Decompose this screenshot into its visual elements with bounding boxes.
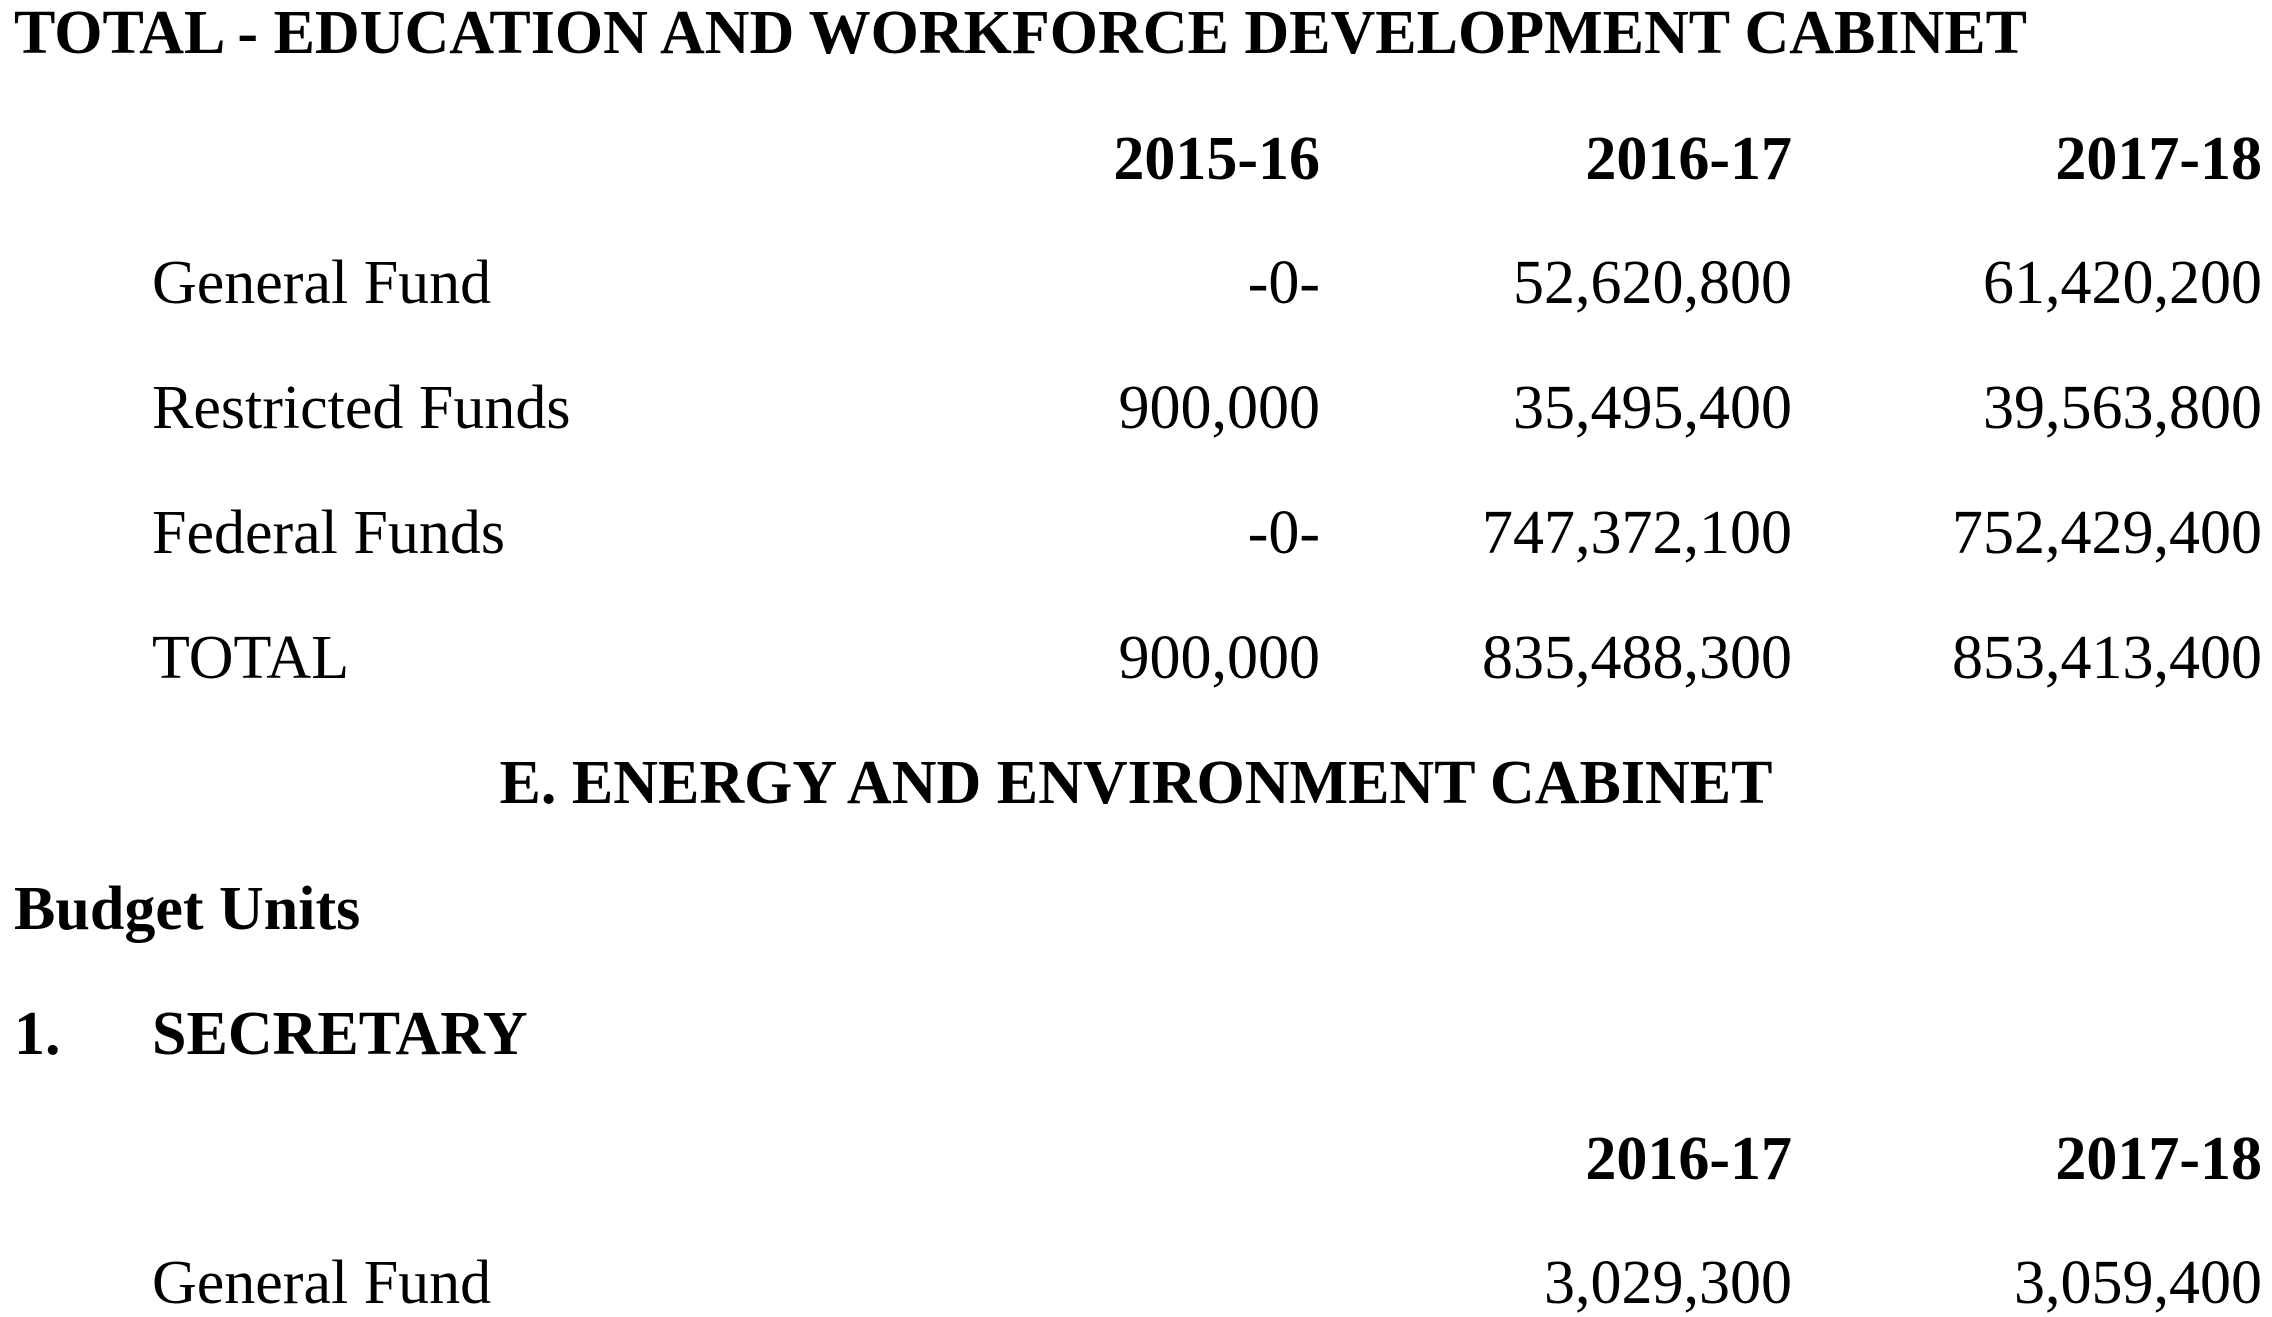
year-header: 2017-18	[2055, 125, 2262, 193]
year-header: 2016-17	[1585, 125, 1792, 193]
row-value: 752,429,400	[1952, 499, 2262, 567]
row-value: 747,372,100	[1482, 499, 1792, 567]
row-label: General Fund	[152, 249, 492, 317]
row-value: -0-	[1247, 499, 1320, 567]
cabinet-heading: E. ENERGY AND ENVIRONMENT CABINET	[499, 749, 1773, 817]
row-value: 835,488,300	[1482, 624, 1792, 692]
row-value: 900,000	[1118, 374, 1320, 442]
row-value: 3,029,300	[1544, 1249, 1792, 1317]
row-value: -0-	[1247, 249, 1320, 317]
budget-units-heading: Budget Units	[14, 875, 361, 943]
row-value: 39,563,800	[1983, 374, 2262, 442]
section-title: TOTAL - EDUCATION AND WORKFORCE DEVELOPMENT CABINET	[14, 0, 2028, 67]
year-header: 2015-16	[1113, 125, 1320, 193]
year-header: 2017-18	[2055, 1125, 2262, 1193]
row-label: Federal Funds	[152, 499, 506, 567]
unit-number: 1.	[14, 1000, 61, 1068]
unit-name: SECRETARY	[152, 1000, 528, 1068]
row-value: 853,413,400	[1952, 624, 2262, 692]
row-value: 900,000	[1118, 624, 1320, 692]
row-label: General Fund	[152, 1249, 492, 1317]
row-value: 3,059,400	[2014, 1249, 2262, 1317]
row-label: TOTAL	[152, 624, 350, 692]
row-value: 61,420,200	[1983, 249, 2262, 317]
row-label: Restricted Funds	[152, 374, 571, 442]
year-header: 2016-17	[1585, 1125, 1792, 1193]
row-value: 35,495,400	[1513, 374, 1792, 442]
row-value: 52,620,800	[1513, 249, 1792, 317]
